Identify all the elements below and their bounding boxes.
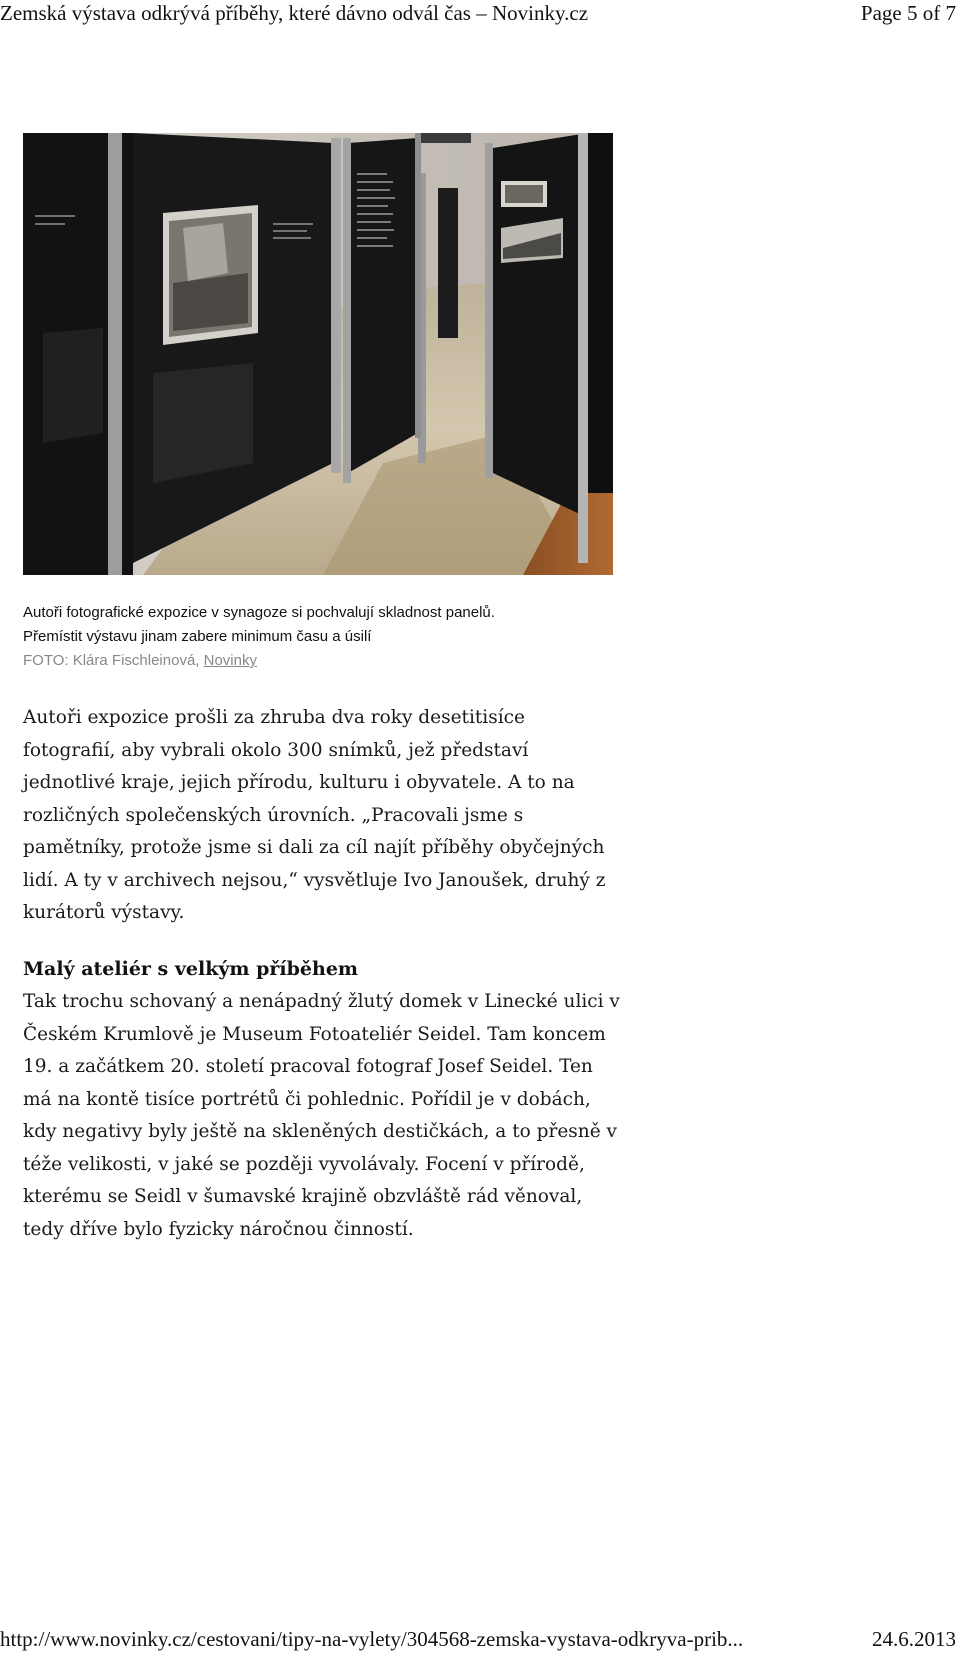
photo-credit bbox=[23, 649, 663, 673]
print-footer bbox=[0, 1627, 960, 1654]
photo-credit-text: FOTO: Klára Fischleinová, bbox=[23, 652, 204, 669]
caption-line-2: Přemístit výstavu jinam zabere minimum času a úsilí bbox=[23, 628, 372, 645]
print-date: 24.6.2013 bbox=[872, 1627, 956, 1651]
page-url: http://www.novinky.cz/cestovani/tipy-na-vylety/304568-zemska-vystava-odkryva-prib... bbox=[0, 1627, 744, 1651]
caption-line-1: Autoři fotografické expozice v synagoze si pochvalují skladnost panelů. bbox=[23, 604, 495, 621]
article-paragraph-1: Autoři expozice prošli za zhruba dva roky desetitisíce fotografií, aby vybrali okolo 300 snímků, jež představí jednotlivé kraje, jejich přírodu, kulturu i obyvatele. A to na rozličných společenských úrovních. „Pracovali jsme s pamětníky, protože jsme si dali za cíl najít příběhy obyčejných lidí. A ty v archivech nejsou,“ vysvětluje Ivo Janoušek, druhý z kurátorů výstavy. bbox=[23, 707, 606, 923]
print-header bbox=[0, 0, 960, 26]
exhibition-photo-illustration bbox=[23, 133, 613, 575]
article-paragraph-2: Tak trochu schovaný a nenápadný žlutý domek v Linecké ulici v Českém Krumlově je Museum Fotoateliér Seidel. Tam koncem 19. a začátkem 20. století pracoval fotograf Josef Seidel. Ten má na kontě tisíce portrétů či pohlednic. Pořídil je v dobách, kdy negativy byly ještě na skleněných destičkách, a to přesně v téže velikosti, v jaké se později vyvolávaly. Focení v přírodě, kterému se Seidl v šumavské krajině obzvláště rád věnoval, tedy dříve bylo fyzicky náročnou činností. bbox=[23, 991, 620, 1240]
novinky-link[interactable]: Novinky bbox=[203, 652, 257, 669]
photo-caption bbox=[23, 601, 663, 673]
document-title: Zemská výstava odkrývá příběhy, které dávno odvál čas – Novinky.cz bbox=[0, 1, 589, 25]
exhibition-photo bbox=[23, 133, 613, 575]
page-number: Page 5 of 7 bbox=[860, 1, 956, 25]
article-subheading: Malý ateliér s velkým příběhem bbox=[23, 958, 359, 980]
